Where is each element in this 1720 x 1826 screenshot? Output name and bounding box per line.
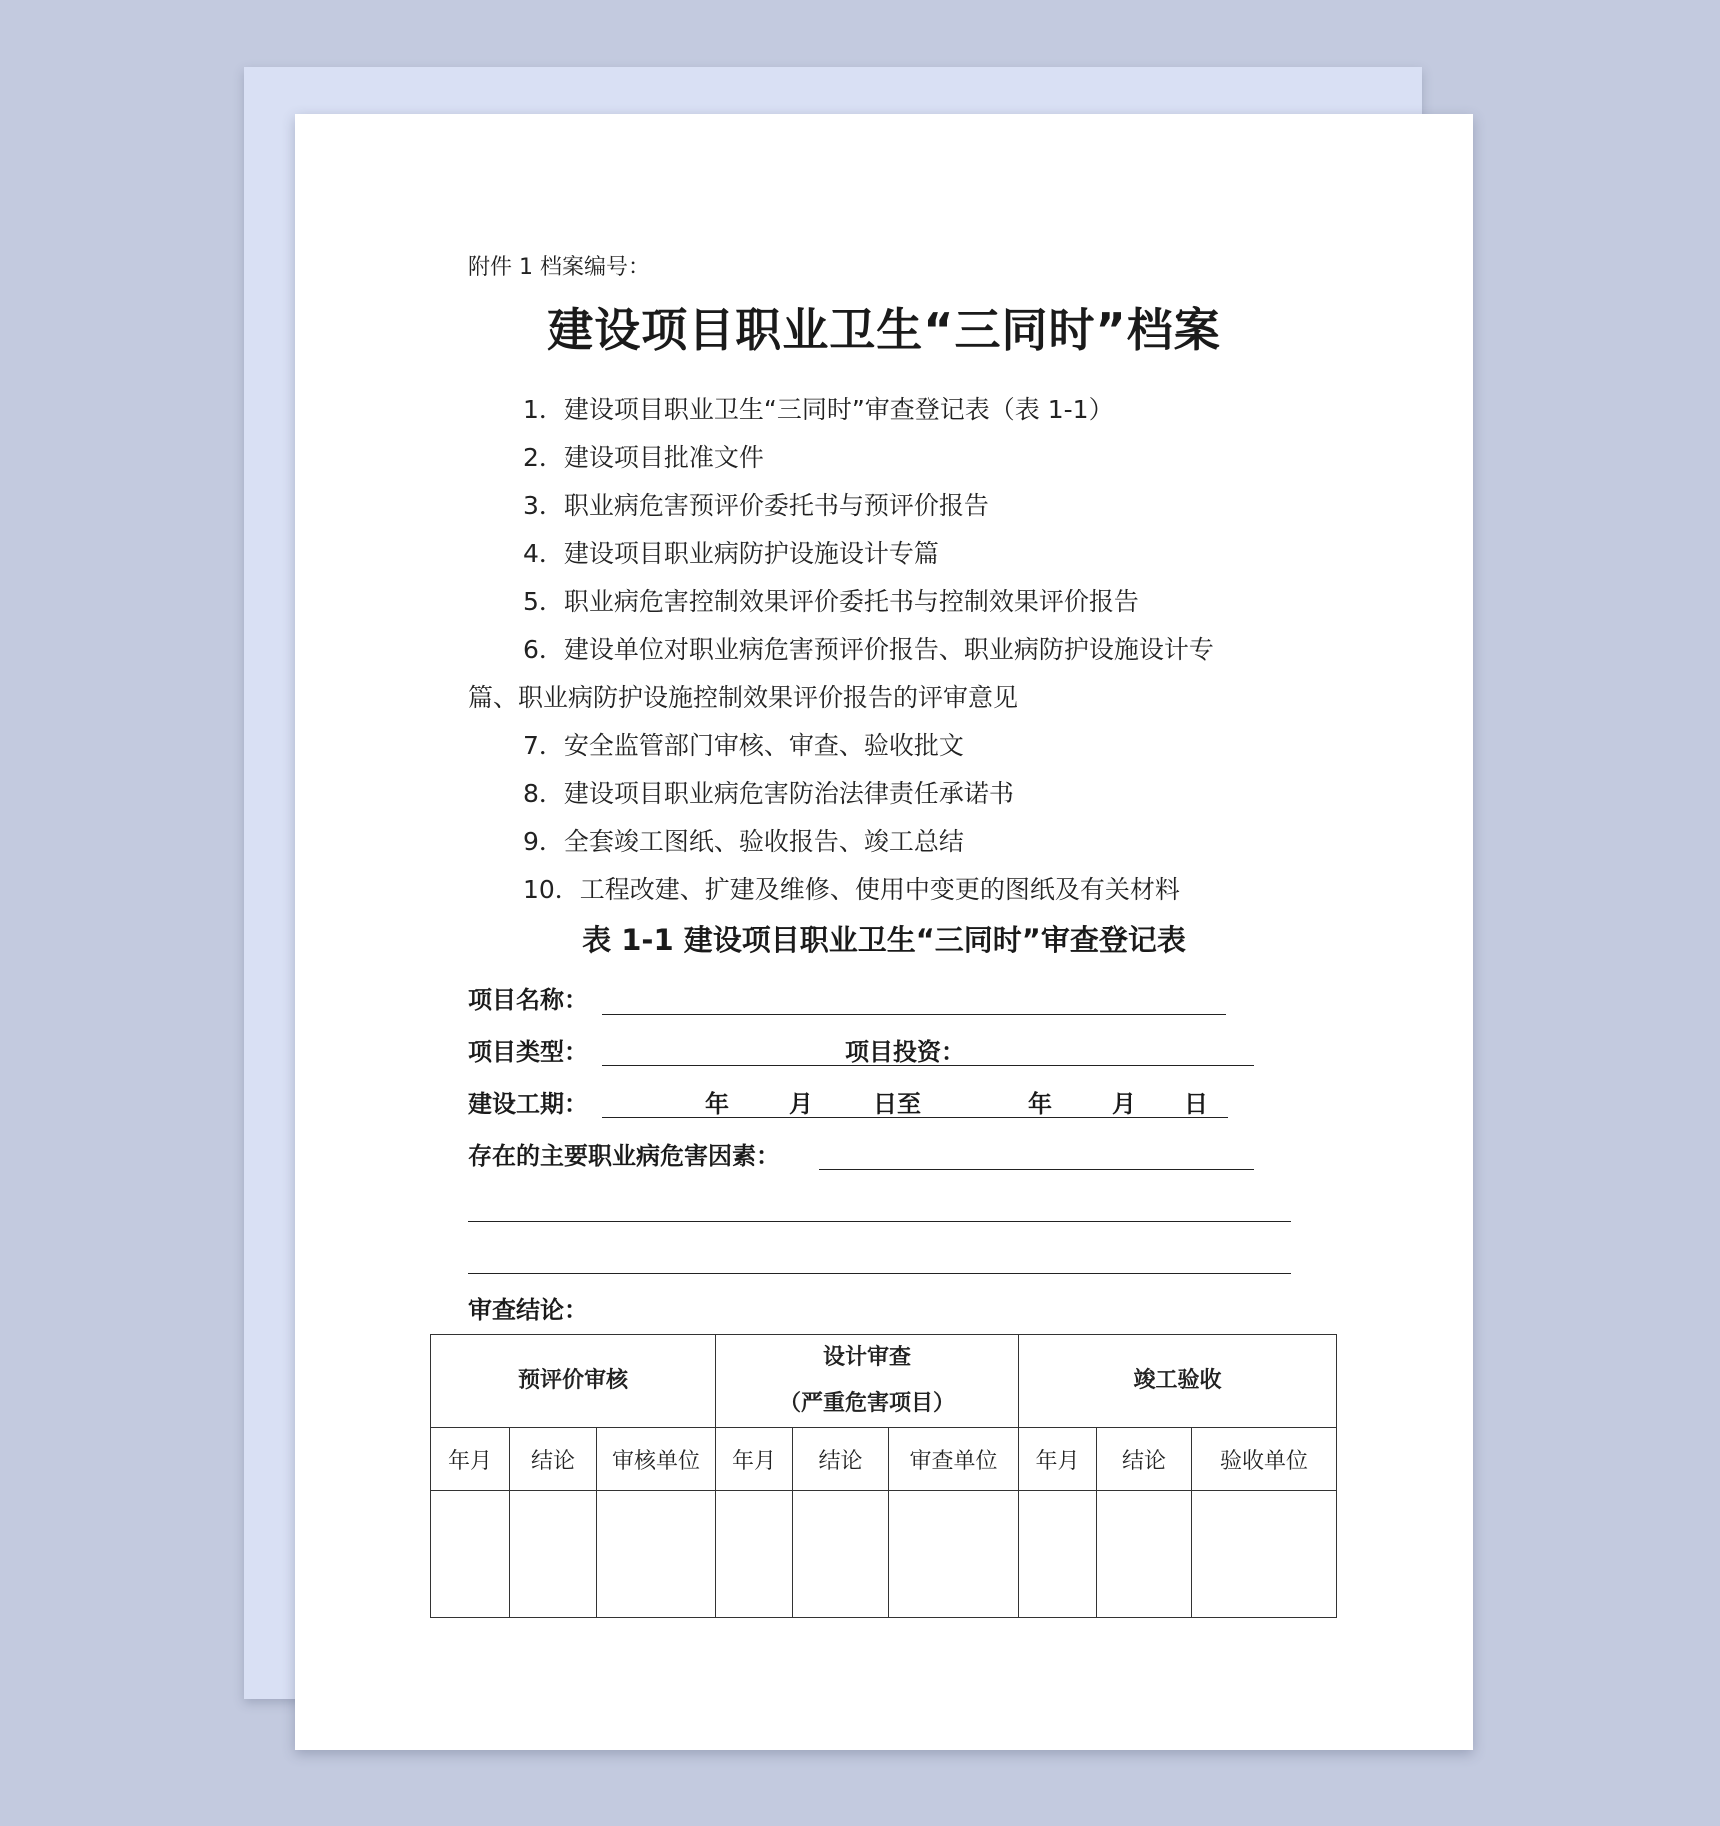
group-header-design-review: 设计审查 （严重危害项目） — [716, 1335, 1019, 1428]
hazards-field[interactable] — [819, 1169, 1254, 1170]
column-header: 审核单位 — [597, 1428, 716, 1491]
list-item: 7．安全监管部门审核、审查、验收批文 — [523, 731, 964, 760]
list-item: 3．职业病危害预评价委托书与预评价报告 — [523, 491, 989, 520]
table-cell[interactable] — [1019, 1491, 1097, 1618]
group-header-pre-assessment: 预评价审核 — [431, 1335, 716, 1428]
project-type-label: 项目类型： — [468, 1038, 588, 1066]
column-header: 年月 — [1019, 1428, 1097, 1491]
list-item: 1．建设项目职业卫生“三同时”审查登记表（表 1-1） — [523, 395, 1114, 424]
project-name-field[interactable] — [602, 1014, 1226, 1015]
column-header: 结论 — [510, 1428, 597, 1491]
column-header: 年月 — [431, 1428, 510, 1491]
list-item: 4．建设项目职业病防护设施设计专篇 — [523, 539, 939, 568]
document-title: 建设项目职业卫生“三同时”档案 — [547, 303, 1221, 357]
list-item-continuation: 篇、职业病防护设施控制效果评价报告的评审意见 — [468, 683, 1019, 712]
table-cell[interactable] — [1097, 1491, 1192, 1618]
table-cell[interactable] — [597, 1491, 716, 1618]
column-header: 验收单位 — [1192, 1428, 1337, 1491]
column-header: 结论 — [1097, 1428, 1192, 1491]
table-cell[interactable] — [1192, 1491, 1337, 1618]
hazards-label: 存在的主要职业病危害因素： — [468, 1142, 780, 1170]
table-cell[interactable] — [510, 1491, 597, 1618]
group-header-completion-acceptance: 竣工验收 — [1019, 1335, 1337, 1428]
period-unit-year: 年 — [1028, 1090, 1052, 1118]
period-unit-month: 月 — [789, 1090, 813, 1118]
period-unit-day-to: 日至 — [873, 1090, 921, 1118]
column-header: 审查单位 — [889, 1428, 1019, 1491]
list-item: 9．全套竣工图纸、验收报告、竣工总结 — [523, 827, 964, 856]
review-table — [430, 1334, 1337, 1618]
period-label: 建设工期： — [468, 1090, 588, 1118]
table-cell[interactable] — [793, 1491, 889, 1618]
form-title: 表 1-1 建设项目职业卫生“三同时”审查登记表 — [582, 923, 1186, 957]
list-item: 6．建设单位对职业病危害预评价报告、职业病防护设施设计专 — [523, 635, 1214, 664]
project-name-label: 项目名称： — [468, 986, 588, 1014]
table-cell[interactable] — [889, 1491, 1019, 1618]
column-header: 年月 — [716, 1428, 793, 1491]
list-item: 5．职业病危害控制效果评价委托书与控制效果评价报告 — [523, 587, 1139, 616]
file-number-label: 附件 1 档案编号： — [468, 255, 650, 280]
investment-label: 项目投资： — [845, 1038, 965, 1066]
table-cell[interactable] — [716, 1491, 793, 1618]
period-unit-day: 日 — [1184, 1090, 1208, 1118]
list-item: 10．工程改建、扩建及维修、使用中变更的图纸及有关材料 — [523, 875, 1180, 904]
list-item: 2．建设项目批准文件 — [523, 443, 764, 472]
table-cell[interactable] — [431, 1491, 510, 1618]
hazards-field-line-2[interactable] — [468, 1221, 1291, 1222]
period-unit-month: 月 — [1112, 1090, 1136, 1118]
document-page — [295, 114, 1473, 1750]
list-item: 8．建设项目职业病危害防治法律责任承诺书 — [523, 779, 1014, 808]
conclusion-label: 审查结论： — [468, 1296, 588, 1324]
hazards-field-line-3[interactable] — [468, 1273, 1291, 1274]
column-header: 结论 — [793, 1428, 889, 1491]
period-unit-year: 年 — [705, 1090, 729, 1118]
